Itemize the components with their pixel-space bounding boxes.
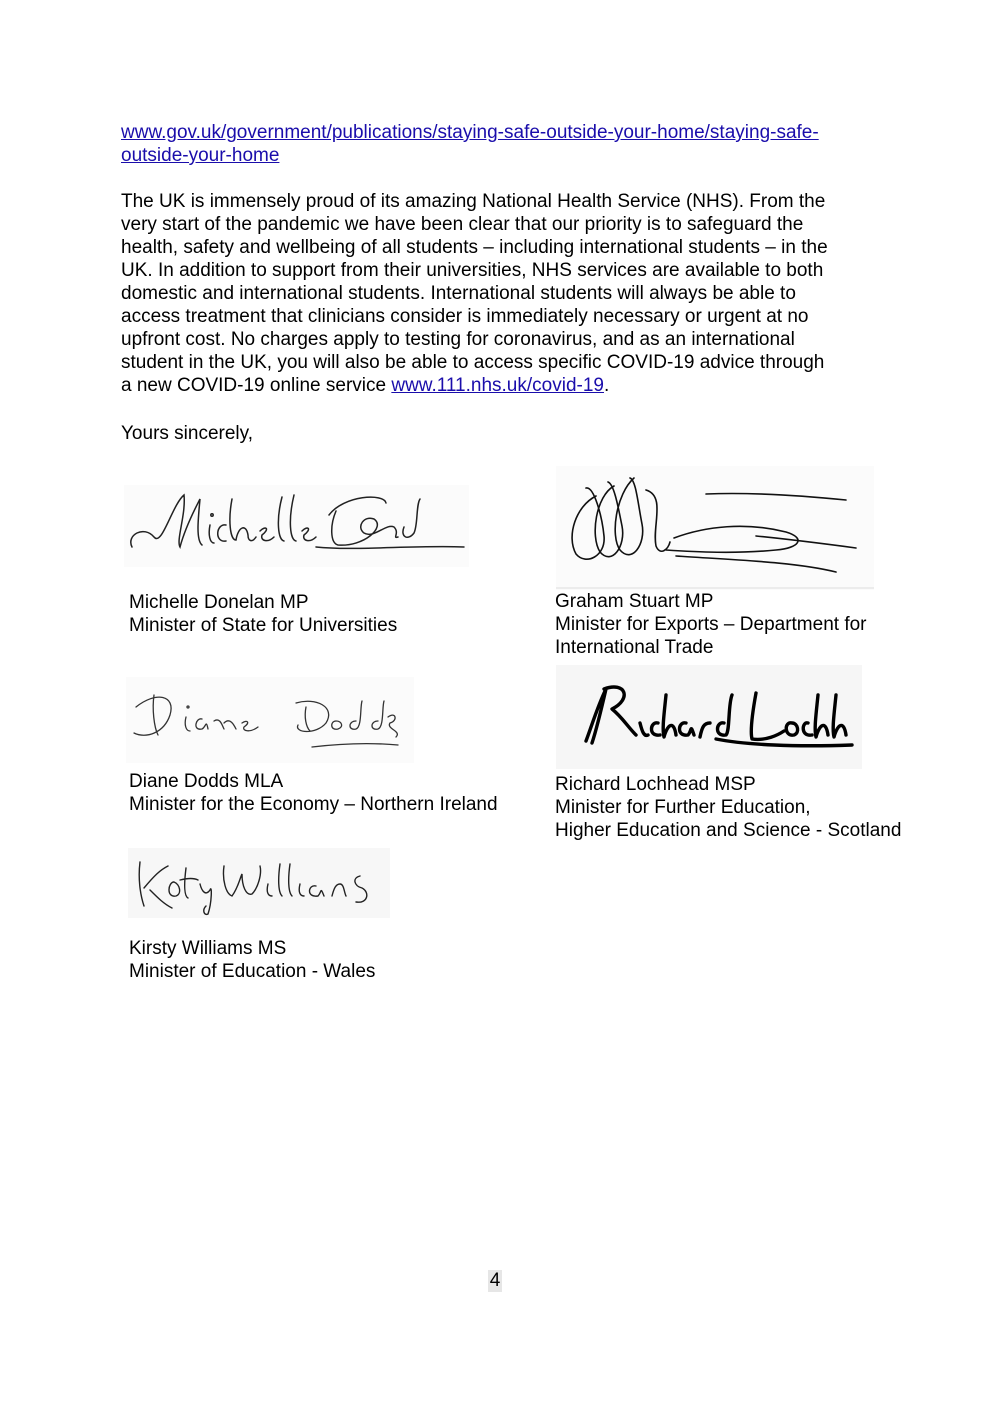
paragraph-last-line [121, 374, 881, 397]
signature-michelle-donelan [124, 485, 469, 567]
signature-image [126, 677, 414, 763]
signer-name: Richard Lochhead MSP [555, 774, 756, 795]
nhs-covid-link[interactable]: www.111.nhs.uk/covid-19 [391, 375, 604, 396]
paragraph-line: The UK is immensely proud of its amazing National Health Service (NHS). From the [121, 191, 826, 212]
signer-role: Minister of State for Universities [129, 615, 398, 636]
signer-role: Minister for the Economy – Northern Ireland [129, 794, 498, 815]
paragraph-line: health, safety and wellbeing of all students – including international students – in the [121, 237, 828, 258]
signer-michelle-donelan [129, 591, 397, 637]
signer-richard-lochhead [555, 773, 901, 842]
signer-role: Higher Education and Science - Scotland [555, 820, 902, 841]
paragraph-last-line-suffix: . [603, 375, 610, 396]
signature-diane-dodds [126, 677, 414, 763]
paragraph-last-line-prefix: a new COVID-19 online service [121, 375, 392, 396]
signature-image [556, 466, 874, 590]
signer-role: International Trade [555, 637, 714, 658]
paragraph-line: UK. In addition to support from their universities, NHS services are available to both [121, 260, 824, 281]
guidance-link-line-2: outside-your-home [121, 145, 280, 166]
signature-kirsty-williams [128, 848, 390, 918]
signature-image [556, 665, 862, 769]
paragraph-line: access treatment that clinicians consider is immediately necessary or urgent at no [121, 306, 809, 327]
guidance-link[interactable] [121, 121, 881, 167]
signer-role: Minister for Exports – Department for [555, 614, 867, 635]
signer-name: Graham Stuart MP [555, 591, 714, 612]
page-number: 4 [489, 1270, 501, 1291]
signature-graham-stuart [556, 466, 874, 590]
paragraph-line: upfront cost. No charges apply to testing for coronavirus, and as an international [121, 329, 795, 350]
signer-role: Minister of Education - Wales [129, 961, 376, 982]
signer-name: Diane Dodds MLA [129, 771, 284, 792]
signature-image [128, 848, 390, 918]
signer-graham-stuart [555, 590, 867, 659]
paragraph-line: very start of the pandemic we have been clear that our priority is to safeguard the [121, 214, 804, 235]
closing: Yours sincerely, [121, 423, 254, 444]
guidance-link-line-1: www.gov.uk/government/publications/staying-safe-outside-your-home/staying-safe- [121, 122, 819, 143]
signer-name: Michelle Donelan MP [129, 592, 309, 613]
signature-image [124, 485, 469, 567]
signer-role: Minister for Further Education, [555, 797, 811, 818]
paragraph-line: domestic and international students. International students will always be able to [121, 283, 796, 304]
signer-name: Kirsty Williams MS [129, 938, 287, 959]
guidance-link-block [121, 121, 881, 167]
signer-kirsty-williams [129, 937, 375, 983]
nhs-paragraph [121, 190, 881, 397]
paragraph-line: student in the UK, you will also be able to access specific COVID-19 advice through [121, 352, 825, 373]
signature-richard-lochhead [556, 665, 862, 769]
signer-diane-dodds [129, 770, 498, 816]
